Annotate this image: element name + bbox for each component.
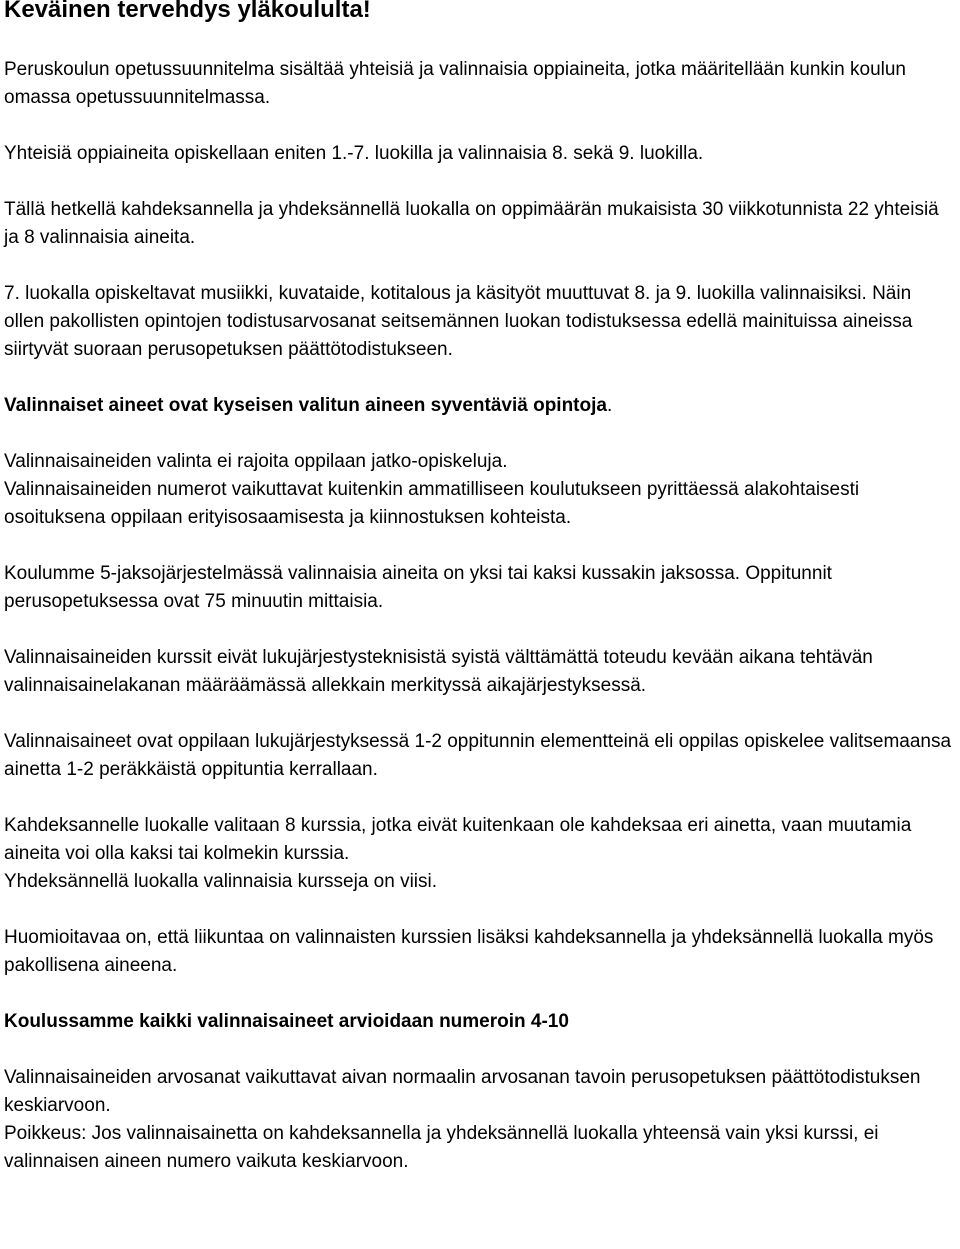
paragraph-grade-average: Valinnaisaineiden arvosanat vaikuttavat aivan normaalin arvosanan tavoin perusopetuksen päättötodistuksen keskiarvoon. [4, 1067, 921, 1116]
paragraph-lesson-elements: Valinnaisaineet ovat oppilaan lukujärjestyksessä 1-2 oppitunnin elementteinä eli oppilas opiskelee valitsemaansa ainetta 1-2 peräkkäistä oppituntia kerrallaan. [4, 731, 952, 780]
page-title: Keväinen tervehdys yläkoululta! [4, 0, 371, 23]
spacer [4, 364, 956, 392]
paragraph-further-studies: Valinnaisaineiden valinta ei rajoita oppilaan jatko-opiskeluja. [4, 451, 508, 472]
paragraph-exception: Poikkeus: Jos valinnaisainetta on kahdeksannella ja yhdeksännellä luokalla yhteensä vain yksi kurssi, ei valinnaisen aineen numero vaikuta keskiarvoon. [4, 1123, 879, 1172]
spacer [4, 420, 956, 448]
heading-grading: Koulussamme kaikki valinnaisaineet arvioidaan numeroin 4-10 [4, 1011, 569, 1032]
paragraph-course-order: Valinnaisaineiden kurssit eivät lukujärjestysteknisistä syistä välttämättä toteudu kevään aikana tehtävän valinnaisainelakanan määräämässä allekkain merkityssä aikajärjestyksessä. [4, 647, 873, 696]
paragraph-physical-education: Huomioitavaa on, että liikuntaa on valinnaisten kurssien lisäksi kahdeksannella ja yhdeksännellä luokalla myös pakollisena aineena. [4, 927, 934, 976]
paragraph-electives-advanced [4, 392, 956, 420]
paragraph-ninth-grade-courses: Yhdeksännellä luokalla valinnaisia kursseja on viisi. [4, 871, 438, 892]
spacer [4, 532, 956, 560]
spacer [4, 700, 956, 728]
spacer [4, 784, 956, 812]
spacer [4, 896, 956, 924]
paragraph-eighth-grade-courses: Kahdeksannelle luokalle valitaan 8 kurssia, jotka eivät kuitenkaan ole kahdeksaa eri ainetta, vaan muutamia aineita voi olla kaksi tai kolmekin kurssia. [4, 815, 912, 864]
paragraph-weekly-hours: Tällä hetkellä kahdeksannella ja yhdeksännellä luokalla on oppimäärän mukaisista 30 viikkotunnista 22 yhteisiä ja 8 valinnaisia aineita. [4, 199, 939, 248]
spacer [4, 168, 956, 196]
paragraph-vocational: Valinnaisaineiden numerot vaikuttavat kuitenkin ammatilliseen koulutukseen pyrittäessä alakohtaisesti osoituksena oppilaan erityisosaamisesta ja kiinnostuksen kohteista. [4, 479, 860, 528]
paragraph-common-subjects: Yhteisiä oppiaineita opiskellaan eniten 1.-7. luokilla ja valinnaisia 8. sekä 9. luokilla. [4, 143, 704, 164]
period: . [606, 395, 613, 416]
spacer [4, 112, 956, 140]
spacer [4, 28, 956, 56]
spacer [4, 616, 956, 644]
spacer [4, 980, 956, 1008]
paragraph-seventh-grade: 7. luokalla opiskeltavat musiikki, kuvataide, kotitalous ja käsityöt muuttuvat 8. ja 9. luokilla valinnaisiksi. Näin ollen pakollisten opintojen todistusarvosanat seitsemännen luokan todistuksessa edellä mainituissa aineissa siirtyvät suoraan perusopetuksen päättötodistukseen. [4, 283, 913, 360]
paragraph-period-system: Koulumme 5-jaksojärjestelmässä valinnaisia aineita on yksi tai kaksi kussakin jaksossa. Oppitunnit perusopetuksessa ovat 75 minuutin mittaisia. [4, 563, 832, 612]
paragraph-curriculum: Peruskoulun opetussuunnitelma sisältää yhteisiä ja valinnaisia oppiaineita, jotka määritellään kunkin koulun omassa opetussuunnitelmassa. [4, 59, 906, 108]
spacer [4, 1036, 956, 1064]
bold-statement: Valinnaiset aineet ovat kyseisen valitun aineen syventäviä opintoja [4, 395, 607, 416]
document [4, 0, 956, 1176]
spacer [4, 252, 956, 280]
